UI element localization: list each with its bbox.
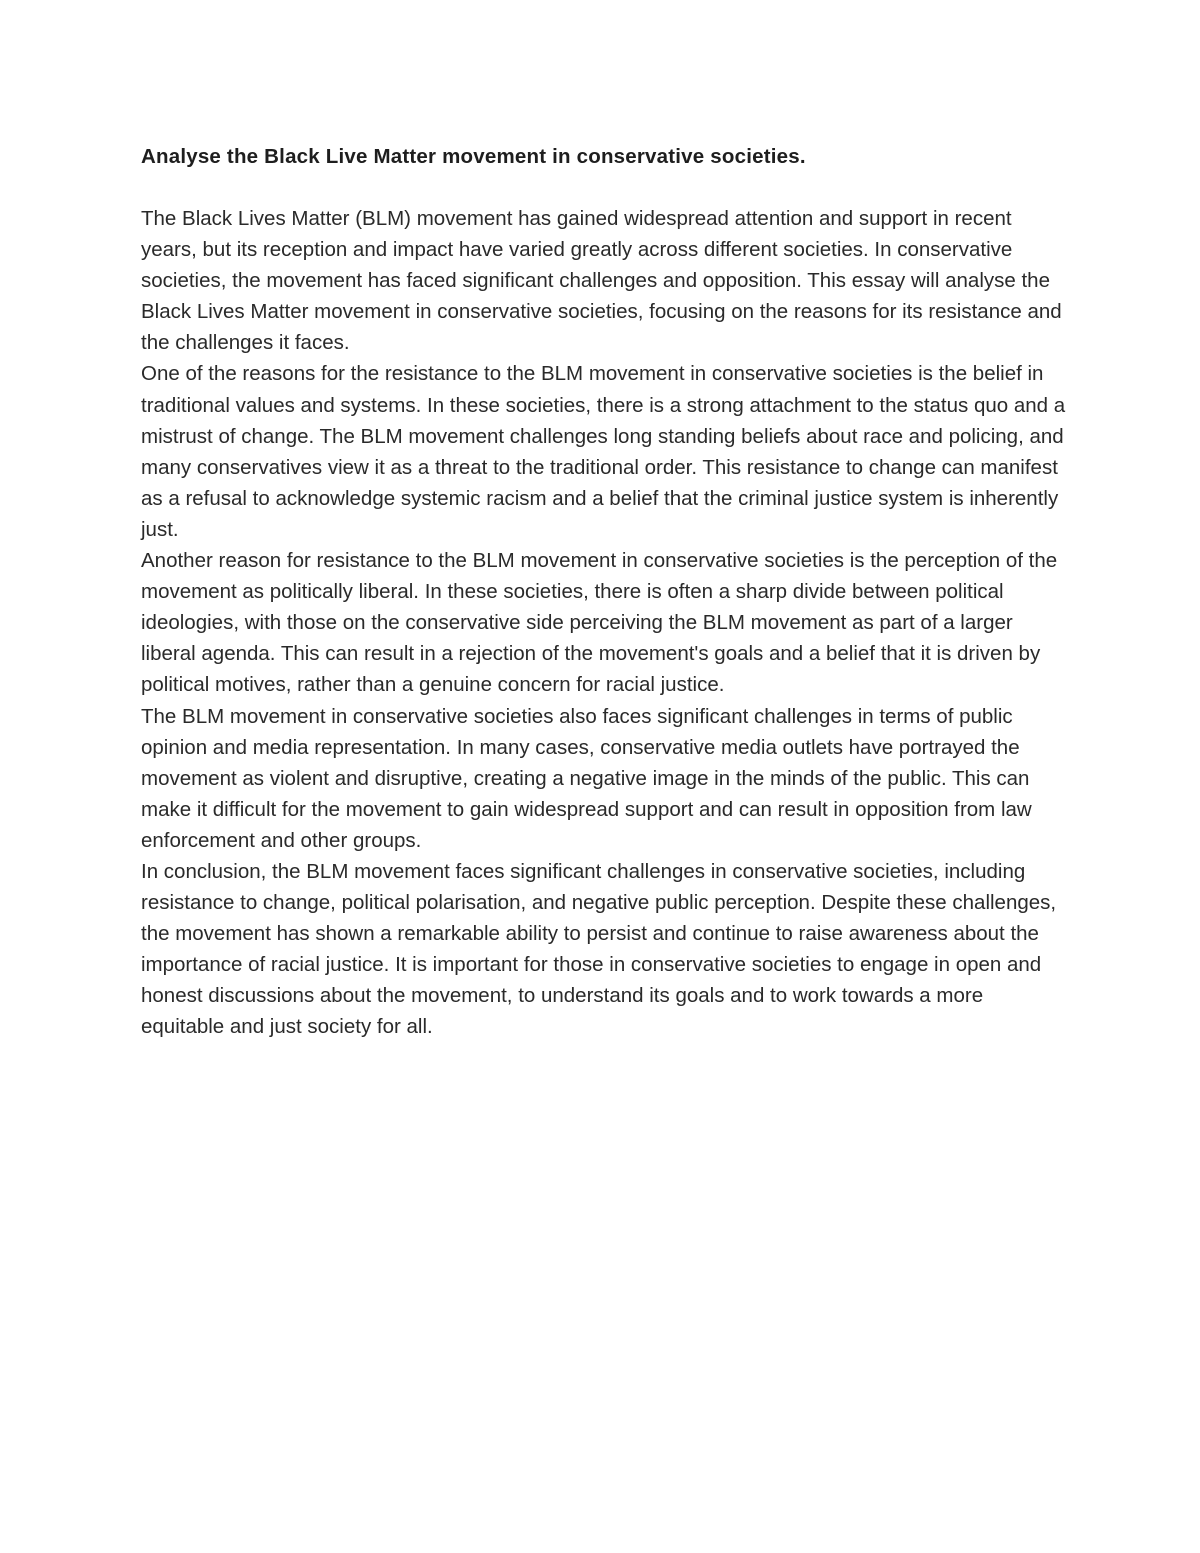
paragraph-introduction: The Black Lives Matter (BLM) movement has gained widespread attention and support in recent years, but its reception and impact have varied greatly across different societies. In conservative societies, the movement has faced significant challenges and opposition. This essay will analyse the Black Lives Matter movement in conservative societies, focusing on the reasons for its resistance and the challenges it faces. (141, 207, 1062, 355)
paragraph-traditional-values: One of the reasons for the resistance to the BLM movement in conservative societies is the belief in traditional values and systems. In these societies, there is a strong attachment to the status quo and a mistrust of change. The BLM movement challenges long standing beliefs about race and policing, and many conservatives view it as a threat to the traditional order. This resistance to change can manifest as a refusal to acknowledge systemic racism and a belief that the criminal justice system is inherently just. (141, 362, 1066, 541)
paragraph-media-representation: The BLM movement in conservative societies also faces significant challenges in terms of public opinion and media representation. In many cases, conservative media outlets have portrayed the movement as violent and disruptive, creating a negative image in the minds of the public. This can make it difficult for the movement to gain widespread support and can result in opposition from law enforcement and other groups. (141, 704, 1032, 852)
paragraph-political-perception: Another reason for resistance to the BLM movement in conservative societies is the perception of the movement as politically liberal. In these societies, there is often a sharp divide between political ideologies, with those on the conservative side perceiving the BLM movement as part of a larger liberal agenda. This can result in a rejection of the movement's goals and a belief that it is driven by political motives, rather than a genuine concern for racial justice. (141, 549, 1058, 697)
document-title: Analyse the Black Live Matter movement in conservative societies. (141, 145, 806, 168)
paragraph-conclusion: In conclusion, the BLM movement faces significant challenges in conservative societies, including resistance to change, political polarisation, and negative public perception. Despite these challenges, the movement has shown a remarkable ability to persist and continue to raise awareness about the importance of racial justice. It is important for those in conservative societies to engage in open and honest discussions about the movement, to understand its goals and to work towards a more equitable and just society for all. (141, 859, 1057, 1039)
document-body (141, 141, 1071, 1043)
